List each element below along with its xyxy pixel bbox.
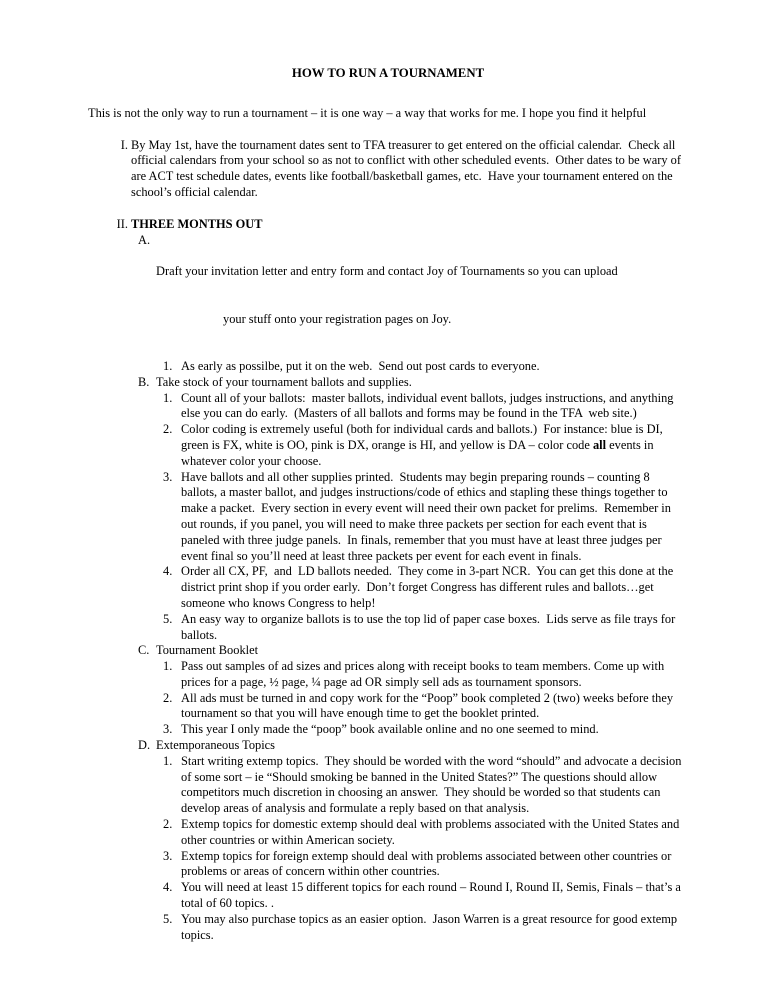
list-item-text-line: Draft your invitation letter and entry form and contact Joy of Tournaments so you can upload: [156, 264, 618, 279]
list-item-text: Take stock of your tournament ballots and supplies.: [156, 374, 412, 389]
list-item-text: As early as possilbe, put it on the web. Send out post cards to everyone.: [181, 358, 540, 373]
list-item-text: [181, 422, 688, 469]
list-marker-II-B: B.: [138, 374, 150, 389]
list-item-II-C-1: [163, 659, 688, 691]
list-marker-II-C-2: 2.: [163, 690, 173, 705]
list-marker-II-B-4: 4.: [163, 564, 173, 579]
list-item-text: Extemp topics for domestic extemp should deal with problems associated with the United States and other countries or within American society.: [181, 817, 683, 847]
list-marker-II-B-3: 3.: [163, 469, 173, 484]
list-item-II-B: [138, 375, 688, 391]
list-item-text: Tournament Booklet: [156, 643, 259, 658]
list-item-II-B-2: [163, 422, 688, 469]
list-item-text: By May 1st, have the tournament dates sent to TFA treasurer to get entered on the official calendar. Check all official calendars from your school so as not to conflict with other scheduled events. Other dates to be wary of are ACT test schedule dates, events like football/basketball games, etc. Have your tournament entered on the school’s official calendar.: [131, 137, 685, 199]
list-item-II-A-1: [163, 359, 688, 375]
section-heading: THREE MONTHS OUT: [131, 216, 263, 231]
list-item-II-D: [138, 738, 688, 754]
list-item-text: Extemporaneous Topics: [156, 738, 275, 753]
list-item-I: [88, 138, 688, 201]
list-marker-II-D-3: 3.: [163, 848, 173, 863]
list-item-text: Start writing extemp topics. They should be worded with the word “should” and advocate a decision of some sort – ie “Should smoking be banned in the United States?” The questions should allow competitors much discretion in choosing an answer. They should be worded so that students can develop areas of analysis and formulate a reply based on that analysis.: [181, 753, 685, 816]
list-item-II-B-5: [163, 612, 688, 644]
bold-emphasis: all: [592, 437, 607, 452]
list-marker-II-D-1: 1.: [163, 753, 173, 768]
list-item-text: You will need at least 15 different topics for each round – Round I, Round II, Semis, Finals – that’s a total of 60 topics. .: [181, 880, 685, 911]
list-item-II-B-4: [163, 564, 688, 611]
list-item-II-A: [138, 233, 688, 359]
list-item-II-B-1: [163, 391, 688, 423]
list-item-II-D-3: [163, 849, 688, 881]
list-item-text: An easy way to organize ballots is to use the top lid of paper case boxes. Lids serve as file trays for ballots.: [181, 611, 679, 642]
list-marker-II-C-3: 3.: [163, 722, 173, 737]
list-item-II-D-4: [163, 880, 688, 912]
list-item-text: [156, 233, 688, 359]
list-marker-I: I.: [120, 137, 128, 152]
list-item-text-segment: Color coding is extremely useful (both for individual cards and ballots.) For instance: blue is DI, green is FX, white is OO, pink is DX, orange is HI, and yellow is DA – color code: [181, 422, 666, 452]
list-item-II-D-1: [163, 754, 688, 817]
list-item-text: Extemp topics for foreign extemp should deal with problems associated between other countries or problems or areas of concern within other countries.: [181, 848, 675, 879]
list-marker-II-D-2: 2.: [163, 817, 173, 832]
list-item-text: Pass out samples of ad sizes and prices along with receipt books to team members. Come up with prices for a page, ½ page, ¼ page ad OR simply sell ads as tournament sponsors.: [181, 659, 668, 689]
list-marker-II-C: C.: [138, 643, 150, 658]
document-title: HOW TO RUN A TOURNAMENT: [291, 66, 485, 80]
list-marker-II-B-1: 1.: [163, 390, 173, 405]
list-item-text: Have ballots and all other supplies printed. Students may begin preparing rounds – counting 8 ballots, a master ballot, and judges instructions/code of ethics and stapling these things together to make a packet. Every section in every event will need their own packet for prelims. Remember in out rounds, if you panel, you will need to make three packets per section for each event that is paneled with three judge panels. In finals, remember that you must have at least three judges per event final so you’ll need at least three packets per event for each event in finals.: [181, 469, 675, 563]
list-item-II-B-3: [163, 470, 688, 565]
list-item-text: Count all of your ballots: master ballots, individual event ballots, judges instructions, and anything else you can do early. (Masters of all ballots and forms may be found in the TFA web site.): [181, 390, 677, 421]
list-item-text-indented-line: your stuff onto your registration pages on Joy.: [223, 311, 452, 326]
list-item-text-segment: events in whatever color your choose.: [181, 437, 657, 468]
list-marker-II-D-5: 5.: [163, 911, 173, 926]
list-marker-II-D-4: 4.: [163, 880, 173, 895]
list-item-text: All ads must be turned in and copy work for the “Poop” book completed 2 (two) weeks before they tournament so that you will have enough time to get the booklet printed.: [181, 690, 677, 721]
list-item-text: You may also purchase topics as an easier option. Jason Warren is a great resource for good extemp topics.: [181, 911, 681, 942]
list-item-text: Order all CX, PF, and LD ballots needed. They come in 3-part NCR. You can get this done at the district print shop if you order early. Don’t forget Congress has different rules and ballots…get someone who knows Congress to help!: [181, 564, 677, 610]
list-marker-II-B-5: 5.: [163, 611, 173, 626]
intro-paragraph: This is not the only way to run a tournament – it is one way – a way that works for me. I hope you find it helpful: [88, 105, 647, 120]
list-marker-II-A: A.: [138, 232, 151, 247]
list-item-II: [88, 217, 688, 233]
list-item-text: This year I only made the “poop” book available online and no one seemed to mind.: [181, 722, 599, 737]
list-marker-II-B-2: 2.: [163, 422, 173, 437]
list-marker-II: II.: [116, 216, 128, 231]
list-marker-II-A-1: 1.: [163, 358, 173, 373]
list-item-II-D-2: [163, 817, 688, 849]
list-item-II-D-5: [163, 912, 688, 944]
list-item-II-C-2: [163, 691, 688, 723]
list-marker-II-D: D.: [138, 738, 151, 753]
list-marker-II-C-1: 1.: [163, 659, 173, 674]
list-item-II-C-3: [163, 722, 688, 738]
list-item-II-C: [138, 643, 688, 659]
